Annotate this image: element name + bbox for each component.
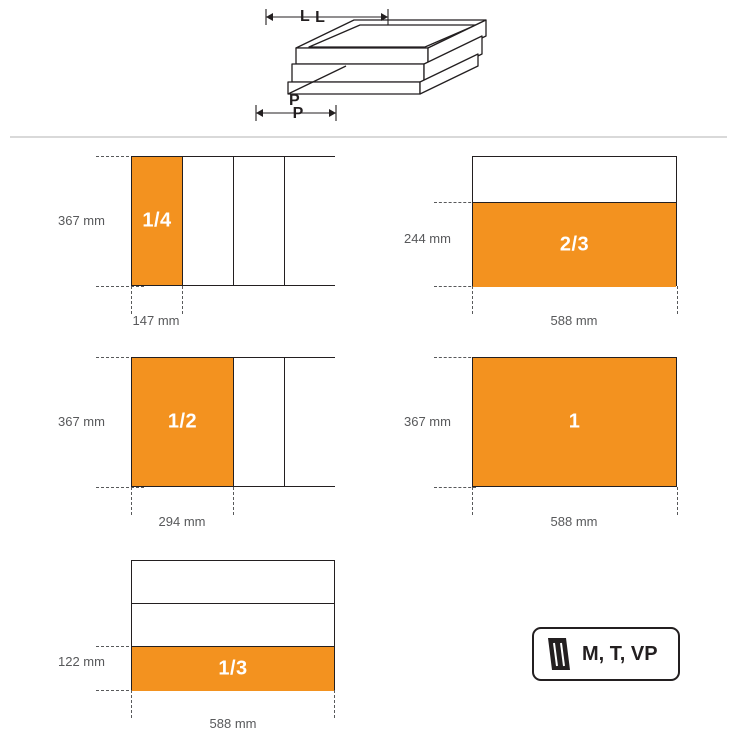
cell-filled xyxy=(132,647,334,691)
guide-line xyxy=(233,487,234,515)
cell-filled xyxy=(473,203,676,287)
module-badge xyxy=(532,627,680,681)
guide-line xyxy=(472,286,473,314)
guide-line xyxy=(96,286,144,287)
cell-empty xyxy=(234,157,285,285)
guide-line xyxy=(434,487,476,488)
guide-line xyxy=(96,487,144,488)
height-label-third: 122 mm xyxy=(58,654,105,669)
length-label: L xyxy=(315,9,325,26)
guide-line xyxy=(677,487,678,515)
fraction-label-quarter: 1/4 xyxy=(142,209,172,232)
cell-filled xyxy=(132,157,183,285)
cell-empty xyxy=(183,157,234,285)
depth-label: P xyxy=(292,105,304,122)
guide-line xyxy=(334,690,335,718)
height-label-quarter: 367 mm xyxy=(58,213,105,228)
guide-line xyxy=(434,286,476,287)
width-label-third: 588 mm xyxy=(209,716,257,731)
width-label-full: 588 mm xyxy=(550,514,598,529)
cell-empty xyxy=(473,157,676,203)
drawer-grid-two-thirds xyxy=(472,156,677,286)
tool-module-icon xyxy=(544,636,574,672)
cell-empty xyxy=(285,157,336,285)
guide-line xyxy=(131,690,132,718)
depth-label-text: P xyxy=(289,92,300,109)
guide-line xyxy=(131,487,132,515)
drawer-grid-quarter xyxy=(131,156,335,286)
cell-empty xyxy=(132,604,334,647)
guide-line xyxy=(434,202,476,203)
guide-line xyxy=(182,286,183,314)
cell-filled xyxy=(132,358,234,486)
width-label-quarter: 147 mm xyxy=(132,313,180,328)
drawer-grid-full xyxy=(472,357,677,487)
height-label-half: 367 mm xyxy=(58,414,105,429)
height-label-full: 367 mm xyxy=(404,414,451,429)
cell-empty xyxy=(234,358,285,486)
cell-empty xyxy=(285,358,336,486)
fraction-label-half: 1/2 xyxy=(167,410,198,433)
length-label-text: L xyxy=(300,8,310,25)
guide-line xyxy=(677,286,678,314)
horizontal-divider xyxy=(10,136,727,138)
guide-line xyxy=(472,487,473,515)
guide-line xyxy=(434,357,476,358)
fraction-label-third: 1/3 xyxy=(218,657,248,680)
guide-line xyxy=(131,286,132,314)
fraction-label-full: 1 xyxy=(568,410,581,433)
drawer-grid-half xyxy=(131,357,335,487)
cell-empty xyxy=(132,561,334,604)
drawer-perspective-illustration xyxy=(236,6,506,126)
height-label-two-thirds: 244 mm xyxy=(404,231,451,246)
width-label-two-thirds: 588 mm xyxy=(550,313,598,328)
cell-filled xyxy=(473,358,676,486)
width-label-half: 294 mm xyxy=(158,514,206,529)
module-badge-label: M, T, VP xyxy=(582,642,658,665)
fraction-label-two-thirds: 2/3 xyxy=(559,233,590,256)
drawer-grid-third xyxy=(131,560,335,690)
